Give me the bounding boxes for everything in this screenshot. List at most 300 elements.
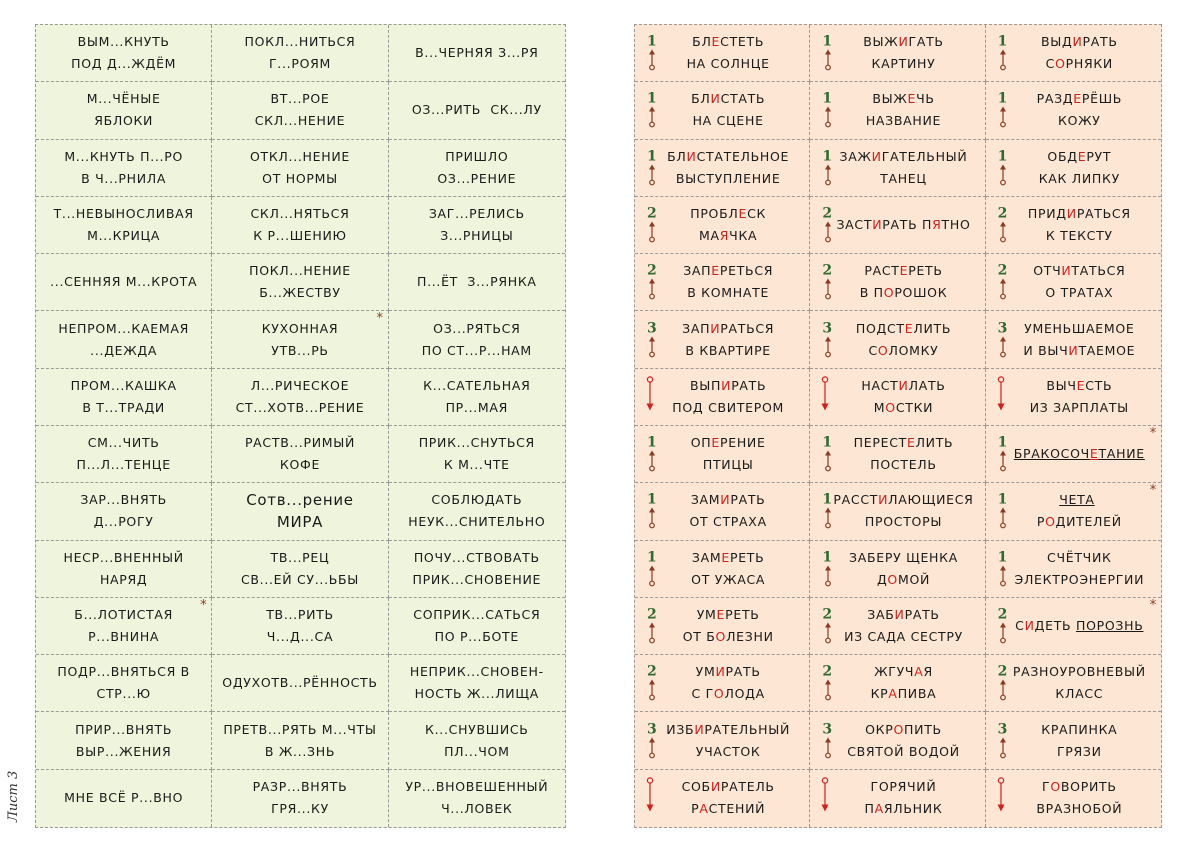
text-segment: Р [691, 801, 700, 817]
arrow-up-icon [998, 564, 1008, 586]
left-card-sheet [35, 24, 566, 828]
card-text [1027, 146, 1120, 190]
card-text [837, 547, 958, 591]
word-card [212, 25, 388, 82]
group-number: 3 [822, 721, 833, 738]
group-number: 1 [822, 90, 833, 107]
text-segment: РАТЬ [730, 492, 766, 508]
card-line [847, 741, 960, 763]
text-segment: С Г [691, 686, 714, 702]
card-text [1025, 88, 1122, 132]
group-marker [822, 33, 833, 71]
highlighted-letter: И [1068, 342, 1079, 358]
group-number: 2 [647, 205, 658, 222]
text-segment: ТАНИЕ [1098, 446, 1145, 462]
group-marker [647, 434, 658, 472]
group-marker [822, 663, 833, 701]
word-card [635, 770, 810, 827]
card-line [1015, 569, 1145, 591]
card-line: ОДУХОТВ...РЁННОСТЬ [222, 675, 378, 691]
word-card [635, 197, 810, 254]
card-line: ТВ...РЕЦ [270, 549, 330, 565]
group-number: 1 [647, 33, 658, 50]
card-line: Б...ЛОТИСТАЯ [74, 606, 174, 622]
highlighted-letter: Е [904, 320, 914, 336]
card-text [654, 719, 790, 763]
word-card [36, 770, 212, 827]
arrow-down-icon [645, 375, 655, 411]
word-card [810, 25, 985, 82]
card-line [667, 146, 789, 168]
group-marker [647, 262, 658, 300]
text-segment: ЖГУЧ [874, 664, 915, 680]
group-number: 1 [647, 549, 658, 566]
highlighted-letter: И [878, 492, 889, 508]
text-segment: И ВЫЧ [1023, 342, 1069, 358]
star-mark: * [1149, 597, 1157, 613]
card-line [866, 110, 941, 132]
group-number: 1 [647, 491, 658, 508]
arrow-up-icon [823, 507, 833, 529]
card-line: СМ...ЧИТЬ [87, 435, 160, 451]
card-line [692, 31, 764, 53]
text-segment: ГОРЯЧИЙ [870, 779, 937, 795]
highlighted-letter: О [1045, 514, 1056, 530]
group-number: 2 [822, 262, 833, 279]
word-card [810, 426, 985, 483]
card-line: П...ЁТ З...РЯНКА [416, 274, 537, 290]
group-marker [822, 608, 832, 643]
group-number: 1 [822, 33, 833, 50]
card-text [671, 260, 773, 304]
text-segment: ОТЧ [1033, 263, 1062, 279]
card-line [693, 110, 764, 132]
text-segment: РАСТ [864, 263, 900, 279]
card-line: М...ЧЁНЫЕ [86, 91, 161, 107]
card-line: ОЗ...РИТЬ СК...ЛУ [411, 102, 542, 118]
group-marker [998, 150, 1008, 185]
card-line [1047, 146, 1111, 168]
text-segment: РАТЕЛЬ [720, 779, 775, 795]
text-segment: РАТЬ [731, 377, 767, 393]
group-number: 1 [997, 491, 1009, 508]
word-card [635, 483, 810, 540]
group-number: 1 [647, 148, 658, 165]
card-line [1028, 203, 1131, 225]
word-card [986, 25, 1161, 82]
group-marker [647, 150, 657, 185]
card-line [865, 719, 942, 741]
text-segment: СТАТЬ [720, 91, 766, 107]
card-line [1039, 168, 1120, 190]
group-number: 1 [997, 148, 1009, 165]
card-line: П...Л...ТЕНЦЕ [76, 457, 171, 473]
word-card [810, 483, 985, 540]
group-marker [647, 608, 657, 643]
arrow-up-icon [998, 106, 1008, 128]
text-segment: ПТИЦЫ [702, 457, 754, 473]
highlighted-letter: А [888, 686, 898, 702]
card-text [828, 146, 968, 190]
group-number: 2 [822, 663, 833, 680]
group-marker [647, 491, 658, 529]
text-segment: РАТЬСЯ [1076, 205, 1131, 221]
card-line: СОБЛЮДАТЬ [431, 492, 523, 508]
highlighted-letter: А [874, 801, 884, 817]
card-line [683, 626, 774, 648]
word-card [389, 140, 565, 197]
card-line [690, 203, 766, 225]
word-card [635, 140, 810, 197]
card-line [863, 31, 943, 53]
highlighted-letter: И [1061, 263, 1072, 279]
card-line [874, 661, 933, 683]
card-line: СКЛ...НЕНИЕ [254, 113, 346, 129]
card-text [679, 547, 765, 591]
text-segment: ТАЕМОЕ [1078, 342, 1136, 358]
downward-marker [996, 777, 1006, 820]
card-text [660, 375, 784, 419]
group-number: 2 [997, 262, 1009, 279]
group-marker [998, 322, 1008, 357]
card-line: ОТ НОРМЫ [262, 170, 338, 186]
card-text [848, 260, 948, 304]
card-line [682, 318, 774, 340]
text-segment: ИЗБ [666, 721, 695, 737]
text-segment: ДИТЕЛЕЙ [1055, 514, 1122, 530]
text-segment: ВЫП [690, 377, 722, 393]
text-segment: НА СОЛНЦЕ [686, 56, 770, 72]
text-segment: СК [747, 205, 767, 221]
card-line [1055, 683, 1103, 705]
card-line [1046, 225, 1113, 247]
word-card [635, 598, 810, 655]
card-line [1037, 511, 1122, 533]
card-line: НОСТЬ Ж...ЛИЩА [414, 686, 539, 702]
text-segment: СТЕНИЙ [708, 801, 766, 817]
arrow-up-icon [823, 278, 833, 300]
word-card [810, 712, 985, 769]
word-card [986, 712, 1161, 769]
word-card [36, 140, 212, 197]
card-line [691, 798, 765, 820]
highlighted-letter: И [1024, 617, 1035, 633]
card-text [679, 661, 764, 705]
highlighted-letter: И [710, 91, 721, 107]
word-card [810, 541, 985, 598]
highlighted-letter: И [1072, 34, 1083, 50]
word-card [36, 541, 212, 598]
star-mark: * [376, 311, 384, 327]
text-segment: ЗАП [682, 320, 711, 336]
word-card [635, 426, 810, 483]
card-text [670, 776, 775, 820]
card-line [854, 432, 954, 454]
card-line: В Т...ТРАДИ [82, 399, 165, 415]
card-text [655, 146, 789, 190]
card-line [685, 340, 771, 362]
text-segment: ПИВА [897, 686, 937, 702]
highlighted-letter: И [694, 721, 705, 737]
card-line: Г...РОЯМ [268, 56, 331, 72]
card-line: НАРЯД [99, 571, 148, 587]
word-card [36, 25, 212, 82]
text-segment: Р [1036, 514, 1046, 530]
group-marker [647, 663, 658, 701]
group-number: 1 [822, 549, 833, 566]
arrow-up-icon [647, 507, 657, 529]
text-segment: УЧАСТОК [695, 743, 761, 759]
word-card [212, 655, 388, 712]
card-text [678, 489, 767, 533]
card-line: ВЫМ...КНУТЬ [77, 34, 170, 50]
word-card [635, 311, 810, 368]
text-segment: РАТЬ П [882, 216, 933, 232]
text-segment: ОП [690, 435, 712, 451]
card-text [1018, 375, 1129, 419]
card-line: В Ж...ЗНЬ [264, 743, 336, 759]
card-line: ВЫР...ЖЕНИЯ [75, 743, 172, 759]
word-card [635, 369, 810, 426]
card-line [871, 683, 937, 705]
word-card [635, 712, 810, 769]
card-line: МИРА [276, 513, 324, 532]
group-number: 2 [822, 205, 833, 222]
word-card [389, 426, 565, 483]
card-line: НЕПРИК...СНОВЕН- [409, 664, 544, 680]
card-line: НЕПРОМ...КАЕМАЯ [58, 320, 189, 336]
highlighted-letter: Е [1073, 91, 1082, 107]
text-segment: К ТЕКСТУ [1045, 227, 1113, 243]
group-number: 2 [997, 606, 1009, 623]
arrow-up-icon [647, 106, 657, 128]
text-segment: МА [699, 227, 720, 243]
card-line [844, 626, 963, 648]
text-segment: С [1045, 56, 1056, 72]
word-card [389, 197, 565, 254]
text-segment: КР [870, 686, 889, 702]
text-segment: НАСТ [861, 377, 899, 393]
text-segment: ГРЯЗИ [1056, 743, 1102, 759]
card-text [859, 661, 937, 705]
card-text [851, 31, 943, 75]
arrow-down-icon [645, 777, 655, 813]
word-card [212, 369, 388, 426]
text-segment: РАТЕЛЬНЫЙ [704, 721, 791, 737]
card-line [1041, 719, 1117, 741]
word-card [36, 311, 212, 368]
arrow-up-icon [823, 736, 833, 758]
card-line [696, 741, 761, 763]
word-card [212, 82, 388, 139]
text-segment: ЗАМ [691, 549, 722, 565]
word-card [986, 655, 1161, 712]
highlighted-letter: О [883, 285, 895, 301]
arrow-down-icon [996, 777, 1006, 813]
highlighted-letter: Е [738, 205, 748, 221]
text-segment: УМЕНЬШАЕМОЕ [1024, 320, 1135, 336]
word-card [212, 483, 388, 540]
highlighted-letter: Я [719, 227, 730, 243]
highlighted-letter: Е [711, 34, 721, 50]
downward-marker [645, 375, 655, 418]
word-card [810, 369, 985, 426]
card-line: СВ...ЕЙ СУ...ЬБЫ [240, 571, 360, 587]
card-line: НЕСР...ВНЕННЫЙ [63, 549, 184, 565]
arrow-up-icon [647, 679, 657, 701]
card-line: М...КРИЦА [87, 227, 161, 243]
arrow-up-icon [647, 278, 657, 300]
card-line [683, 260, 773, 282]
downward-marker [820, 777, 830, 820]
text-segment: С [1015, 617, 1025, 633]
card-line [1047, 547, 1112, 569]
text-segment: РУТ [1086, 148, 1112, 164]
highlighted-letter: Е [1089, 446, 1099, 462]
text-segment: СВЯТОЙ ВОДОЙ [847, 743, 960, 759]
text-segment: РАТЬ [1082, 34, 1118, 50]
card-text [1003, 547, 1145, 591]
arrow-up-icon [647, 220, 657, 242]
text-segment: М [873, 399, 886, 415]
word-card [36, 82, 212, 139]
arrow-up-icon [998, 220, 1008, 242]
text-segment: КАК ЛИПКУ [1038, 170, 1120, 186]
text-segment: БРАКОСОЧ [1013, 446, 1090, 462]
group-number: 1 [647, 90, 658, 107]
word-card [389, 541, 565, 598]
text-segment: ОБД [1047, 148, 1078, 164]
card-line: ОЗ...РЯТЬСЯ [433, 320, 521, 336]
card-text [679, 432, 766, 476]
text-segment: НАЗВАНИЕ [865, 113, 942, 129]
text-segment: БЛ [667, 148, 687, 164]
word-card [635, 82, 810, 139]
text-segment: ГАТЬ [908, 34, 944, 50]
card-text [1025, 489, 1122, 533]
card-line [1024, 318, 1134, 340]
card-line: СТ...ХОТВ...РЕНИЕ [235, 399, 365, 415]
text-segment: ЛИТЬ [913, 320, 952, 336]
card-line: ПО СТ...Р...НАМ [421, 342, 532, 358]
card-line [1046, 375, 1112, 397]
word-card [36, 197, 212, 254]
word-card [810, 254, 985, 311]
group-marker [647, 33, 658, 71]
arrow-up-icon [823, 679, 833, 701]
card-line: ПРЕТВ...РЯТЬ М...ЧТЫ [223, 721, 377, 737]
text-segment: РЕТЬСЯ [719, 263, 774, 279]
word-card [389, 254, 565, 311]
word-card [212, 541, 388, 598]
highlighted-letter: Е [906, 435, 916, 451]
text-segment: Я [923, 664, 933, 680]
card-line [1058, 110, 1101, 132]
card-line: ПОЧУ...СТВОВАТЬ [413, 549, 540, 565]
highlighted-letter: И [686, 148, 697, 164]
text-segment: ТАТЬСЯ [1071, 263, 1126, 279]
group-marker [647, 551, 657, 586]
text-segment: РЕТЬ [729, 549, 765, 565]
card-line [861, 375, 945, 397]
card-line [865, 798, 943, 820]
card-text [1002, 443, 1145, 465]
card-line: ПРИР...ВНЯТЬ [75, 721, 173, 737]
text-segment: ВЫЧ [1046, 377, 1077, 393]
text-segment: РАТЬ [904, 606, 940, 622]
text-segment: ЧЕТА [1059, 492, 1095, 508]
downward-marker [645, 777, 655, 820]
card-line: ПО Р...БОТЕ [434, 628, 519, 644]
word-card [810, 197, 985, 254]
text-segment: ЗАЖ [839, 148, 872, 164]
card-line: ГРЯ...КУ [271, 801, 329, 817]
card-line [856, 318, 951, 340]
highlighted-letter: И [710, 779, 721, 795]
card-line: ПР...МАЯ [445, 399, 509, 415]
card-line [687, 282, 769, 304]
group-number: 1 [822, 148, 833, 165]
highlighted-letter: И [715, 664, 726, 680]
arrow-down-icon [996, 375, 1006, 411]
arrow-down-icon [820, 777, 830, 813]
arrow-down-icon [820, 375, 830, 411]
text-segment: КОЖУ [1058, 113, 1101, 129]
card-line: КОФЕ [279, 457, 321, 473]
group-number: 1 [647, 434, 658, 451]
arrow-up-icon [647, 564, 657, 586]
text-segment: РЕТЬ [908, 263, 943, 279]
text-segment: Г [1042, 779, 1051, 795]
word-card [212, 254, 388, 311]
card-line [691, 683, 764, 705]
text-segment: РЁШЬ [1081, 91, 1123, 107]
card-line: ВТ...РОЕ [270, 91, 330, 107]
text-segment: ГАТЕЛЬНЫЙ [881, 148, 968, 164]
word-card [986, 82, 1161, 139]
text-segment: БЛ [692, 34, 712, 50]
word-card [986, 197, 1161, 254]
card-line [867, 604, 939, 626]
highlighted-letter: И [871, 148, 882, 164]
highlighted-letter: Е [899, 263, 909, 279]
text-segment [1095, 492, 1100, 507]
word-card [212, 770, 388, 827]
group-number: 1 [997, 33, 1009, 50]
text-segment: ЧЬ [916, 91, 935, 107]
card-line: СКЛ...НЯТЬСЯ [250, 205, 350, 221]
text-segment: СТКИ [895, 399, 934, 415]
card-line [691, 432, 766, 454]
card-line [872, 53, 936, 75]
card-text [1029, 31, 1118, 75]
group-number: 3 [997, 721, 1009, 738]
word-card [212, 311, 388, 368]
text-segment: РАЗД [1036, 91, 1074, 107]
word-card [810, 770, 985, 827]
card-line: СТР...Ю [96, 686, 151, 702]
card-line: ОЗ...РЕНИЕ [437, 170, 517, 186]
text-segment: ВОРИТЬ [1060, 779, 1117, 795]
card-text [832, 604, 963, 648]
card-line [860, 282, 948, 304]
card-line [672, 397, 784, 419]
card-text [1024, 776, 1122, 820]
text-segment: ТНО [941, 216, 971, 232]
word-card [986, 426, 1161, 483]
text-segment: ОТ Б [682, 628, 716, 644]
group-marker [998, 207, 1008, 242]
